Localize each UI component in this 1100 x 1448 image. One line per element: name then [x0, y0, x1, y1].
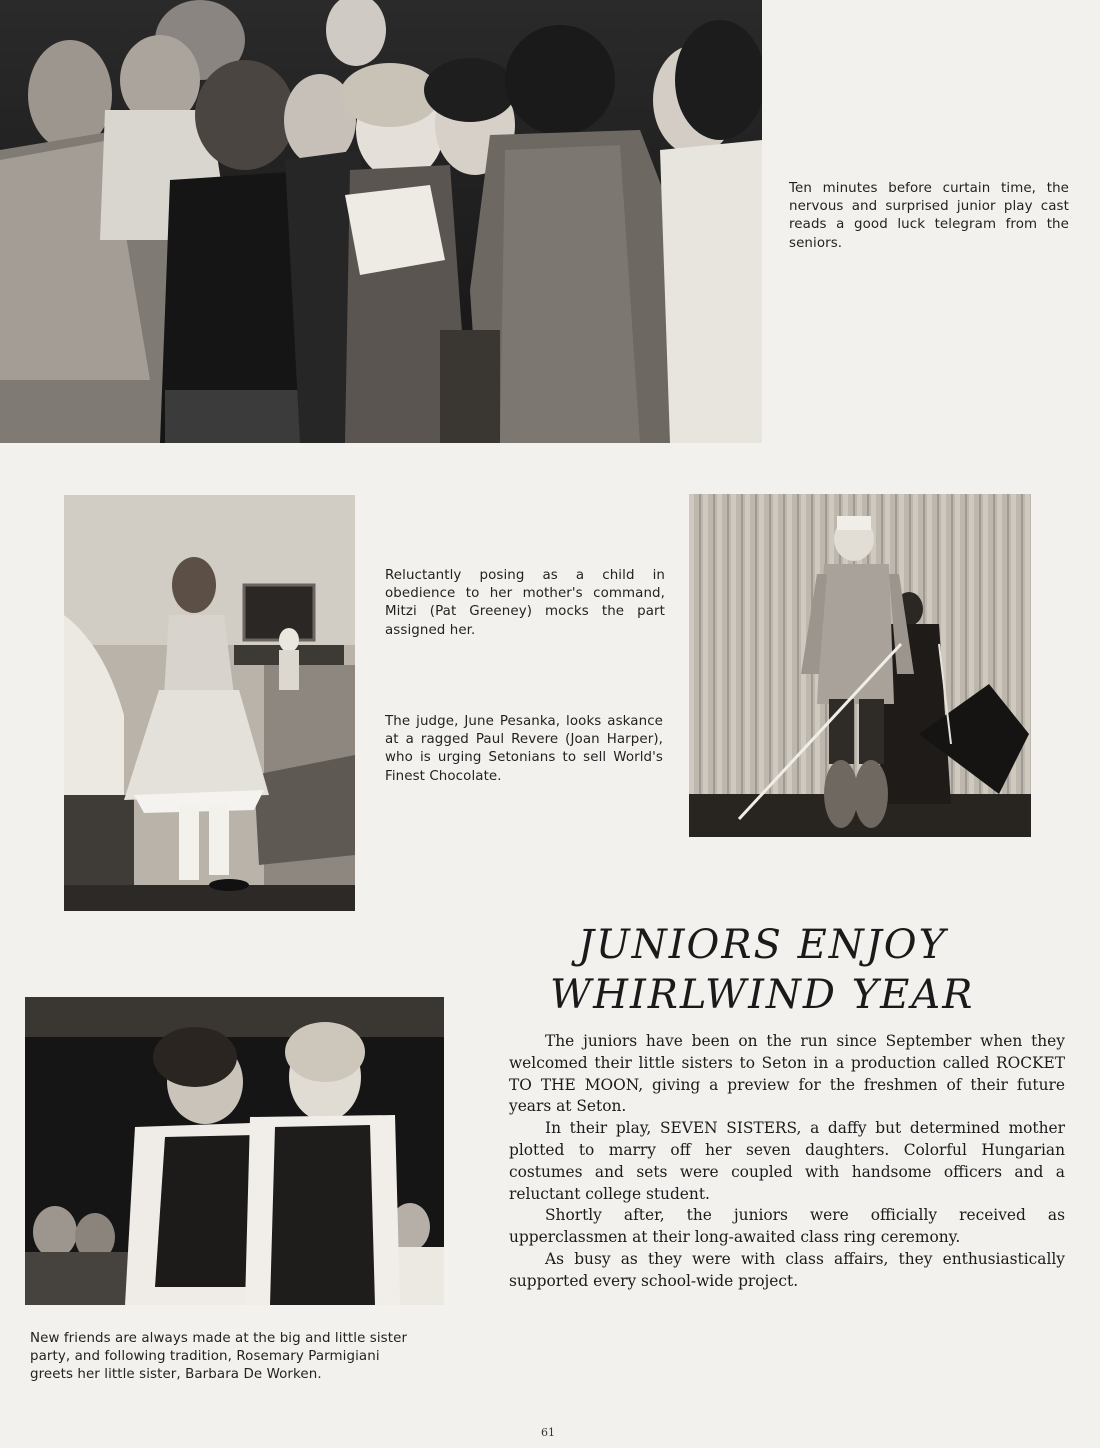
- photo-mitzi: [64, 495, 355, 911]
- page-number: 61: [541, 1426, 555, 1439]
- caption-judge: The judge, June Pesanka, looks askance at a ragged Paul Revere (Joan Harper), who is urging Setonians to sell World's Finest Chocolate.: [385, 714, 663, 784]
- photo-revere: [689, 494, 1031, 837]
- revere-photo-art: [689, 494, 1031, 837]
- article-paragraph: The juniors have been on the run since September when they welcomed their little sisters to Seton in a production called ROCKET TO THE MOON, giving a preview for the freshmen of their future years at Seton.: [509, 1032, 1065, 1116]
- caption-mitzi: Reluctantly posing as a child in obedience to her mother's command, Mitzi (Pat Greeney) mocks the part assigned her.: [385, 568, 665, 638]
- headline-line-2: WHIRLWIND YEAR: [550, 972, 975, 1018]
- photo-telegram: [0, 0, 762, 443]
- headline-line-1: JUNIORS ENJOY: [578, 922, 948, 968]
- telegram-photo-art: [0, 0, 762, 443]
- article-body: [509, 1031, 1065, 1293]
- article-paragraph: Shortly after, the juniors were officially received as upperclassmen at their long-awaited class ring ceremony.: [509, 1206, 1065, 1247]
- article-paragraph: In their play, SEVEN SISTERS, a daffy but determined mother plotted to marry off her seven daughters. Colorful Hungarian costumes and sets were coupled with handsome officers and a reluctant college student.: [509, 1119, 1065, 1203]
- photo-sisters: [25, 997, 444, 1305]
- mitzi-photo-art: [64, 495, 355, 911]
- article-paragraph: As busy as they were with class affairs, they enthusiastically supported every school-wide project.: [509, 1249, 1065, 1290]
- caption-telegram: Ten minutes before curtain time, the nervous and surprised junior play cast reads a good luck telegram from the seniors.: [789, 181, 1069, 251]
- sisters-photo-art: [25, 997, 444, 1305]
- headline: [520, 920, 1060, 1020]
- caption-sisters: New friends are always made at the big and little sister party, and following tradition, Rosemary Parmigiani greets her little sister, Barbara De Worken.: [30, 1331, 408, 1383]
